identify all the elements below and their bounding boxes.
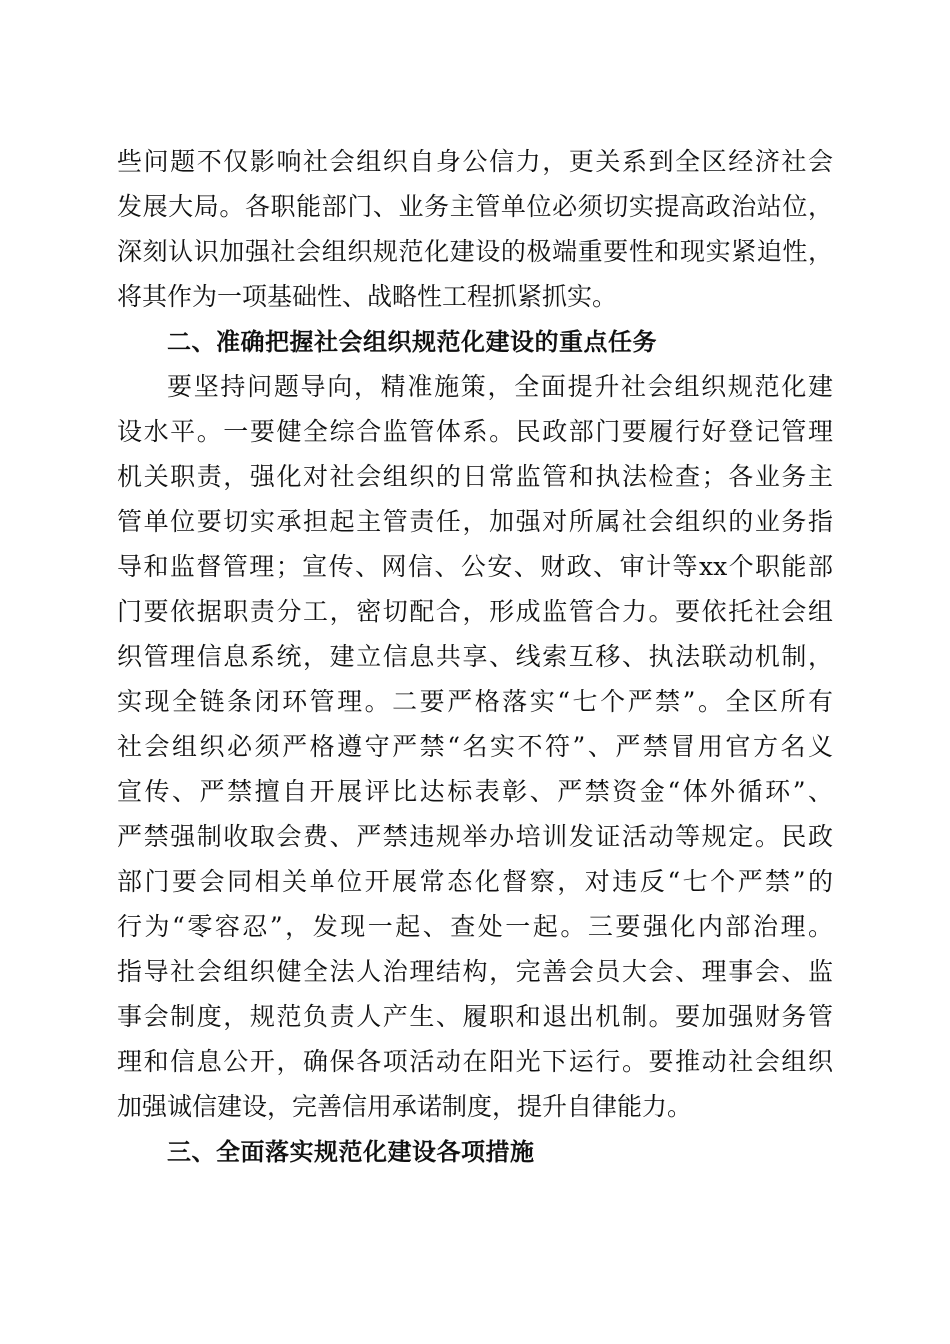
paragraph-line: 理和信息公开，确保各项活动在阳光下运行。要推动社会组织 (117, 1047, 833, 1076)
paragraph-line: 导和监督管理；宣传、网信、公安、财政、审计等xx个职能部 (117, 552, 833, 581)
section-heading-3: 三、全面落实规范化建设各项措施 (167, 1138, 535, 1166)
paragraph-line: 事会制度，规范负责人产生、履职和退出机制。要加强财务管 (117, 1002, 833, 1031)
paragraph-line: 设水平。一要健全综合监管体系。民政部门要履行好登记管理 (117, 417, 833, 446)
paragraph-line: 部门要会同相关单位开展常态化督察，对违反“七个严禁”的 (117, 867, 833, 896)
paragraph-line: 指导社会组织健全法人治理结构，完善会员大会、理事会、监 (117, 957, 833, 986)
section-heading-2: 二、准确把握社会组织规范化建设的重点任务 (167, 328, 657, 356)
paragraph-line: 要坚持问题导向，精准施策，全面提升社会组织规范化建 (167, 372, 833, 401)
paragraph-line: 发展大局。各职能部门、业务主管单位必须切实提高政治站位， (117, 192, 833, 221)
paragraph-line: 加强诚信建设，完善信用承诺制度，提升自律能力。 (117, 1092, 693, 1121)
paragraph-line: 管单位要切实承担起主管责任，加强对所属社会组织的业务指 (117, 507, 833, 536)
paragraph-line: 门要依据职责分工，密切配合，形成监管合力。要依托社会组 (117, 597, 833, 626)
paragraph-line: 深刻认识加强社会组织规范化建设的极端重要性和现实紧迫性， (117, 237, 833, 266)
paragraph-line: 织管理信息系统，建立信息共享、线索互移、执法联动机制， (117, 642, 833, 671)
paragraph-line: 严禁强制收取会费、严禁违规举办培训发证活动等规定。民政 (117, 822, 833, 851)
paragraph-line: 行为“零容忍”，发现一起、查处一起。三要强化内部治理。 (117, 912, 833, 941)
paragraph-line: 将其作为一项基础性、战略性工程抓紧抓实。 (117, 282, 618, 311)
paragraph-line: 实现全链条闭环管理。二要严格落实“七个严禁”。全区所有 (117, 687, 833, 716)
paragraph-line: 宣传、严禁擅自开展评比达标表彰、严禁资金“体外循环”、 (117, 777, 833, 806)
paragraph-line: 些问题不仅影响社会组织自身公信力，更关系到全区经济社会 (117, 147, 833, 176)
paragraph-line: 社会组织必须严格遵守严禁“名实不符”、严禁冒用官方名义 (117, 732, 833, 761)
paragraph-line: 机关职责，强化对社会组织的日常监管和执法检查；各业务主 (117, 462, 833, 491)
